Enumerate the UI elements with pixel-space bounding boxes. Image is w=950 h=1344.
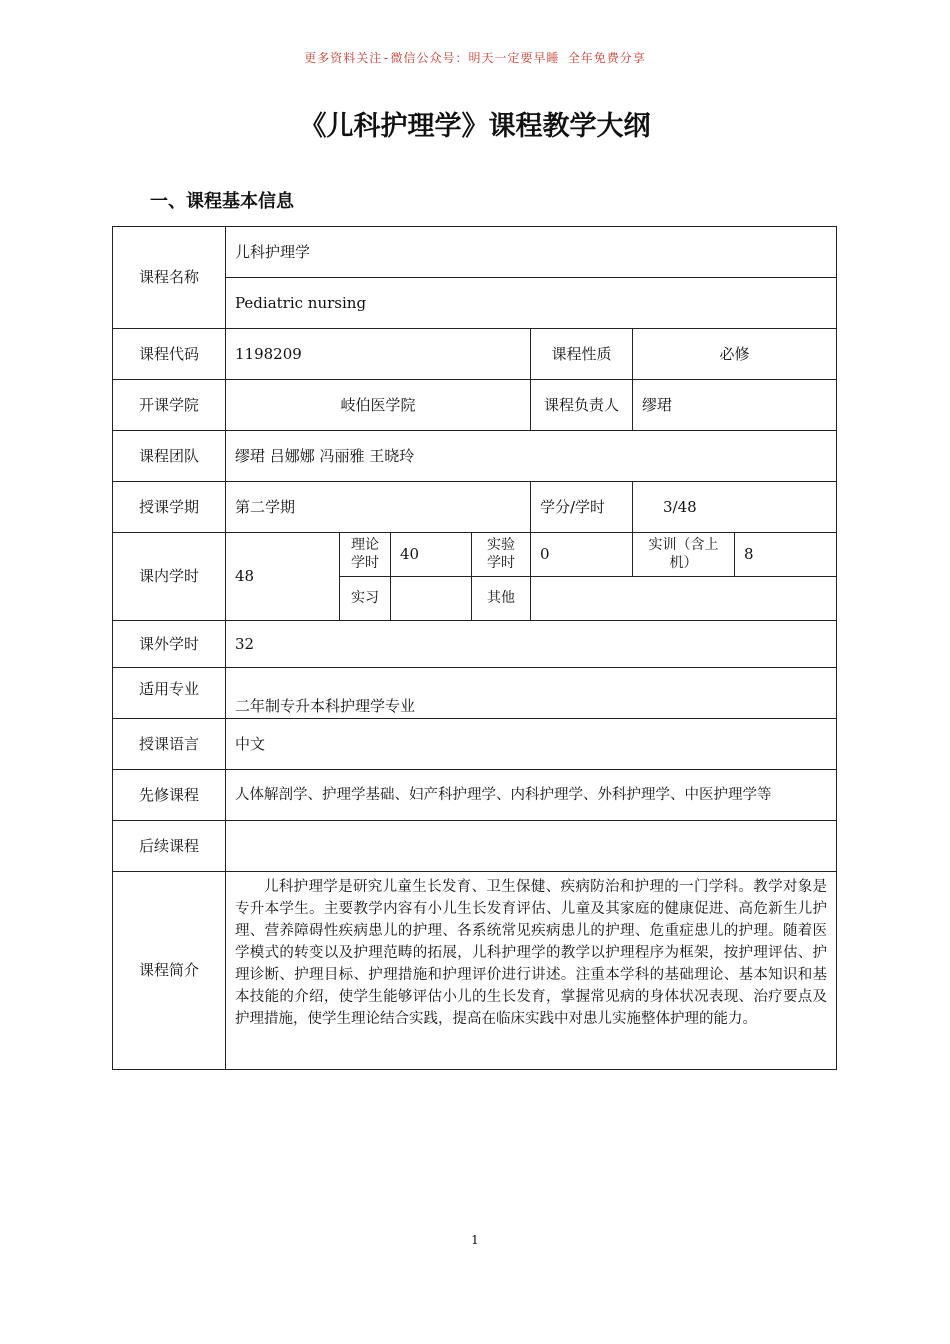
course-type-label: 课程性质 bbox=[531, 329, 633, 380]
course-code-label: 课程代码 bbox=[113, 329, 226, 380]
header-note: 更多资料关注-微信公众号：明天一定要早睡 全年免费分享 bbox=[304, 51, 646, 65]
internship-label: 实习 bbox=[340, 577, 391, 621]
major-label: 适用专业 bbox=[113, 668, 226, 719]
intro-label: 课程简介 bbox=[113, 872, 226, 1070]
semester-value: 第二学期 bbox=[226, 482, 531, 533]
theory-hours-value: 40 bbox=[391, 533, 472, 577]
table-row bbox=[113, 431, 837, 482]
major-value: 二年制专升本科护理学专业 bbox=[226, 668, 837, 719]
semester-label: 授课学期 bbox=[113, 482, 226, 533]
page-number: 1 bbox=[471, 1233, 479, 1247]
course-info-table bbox=[112, 226, 837, 1070]
leader-label: 课程负责人 bbox=[531, 380, 633, 431]
prerequisites-label: 先修课程 bbox=[113, 770, 226, 821]
college-value: 岐伯医学院 bbox=[226, 380, 531, 431]
course-code-value: 1198209 bbox=[226, 329, 531, 380]
training-hours-label: 实训（含上机） bbox=[633, 533, 735, 577]
other-value bbox=[531, 577, 837, 621]
table-row bbox=[113, 227, 837, 278]
table-row bbox=[113, 668, 837, 719]
credits-value: 3/48 bbox=[633, 482, 837, 533]
leader-value: 缪珺 bbox=[633, 380, 837, 431]
following-value bbox=[226, 821, 837, 872]
in-class-hours-value: 48 bbox=[226, 533, 340, 621]
language-label: 授课语言 bbox=[113, 719, 226, 770]
credits-label: 学分/学时 bbox=[531, 482, 633, 533]
training-hours-value: 8 bbox=[735, 533, 837, 577]
in-class-hours-label: 课内学时 bbox=[113, 533, 226, 621]
course-type-value: 必修 bbox=[633, 329, 837, 380]
table-row bbox=[113, 533, 837, 577]
intro-cell bbox=[226, 872, 837, 1070]
table-row bbox=[113, 621, 837, 668]
other-label: 其他 bbox=[472, 577, 531, 621]
prerequisites-value: 人体解剖学、护理学基础、妇产科护理学、内科护理学、外科护理学、中医护理学等 bbox=[226, 770, 837, 821]
experiment-hours-value: 0 bbox=[531, 533, 633, 577]
table-row bbox=[113, 380, 837, 431]
section-heading: 一、课程基本信息 bbox=[150, 191, 294, 212]
following-label: 后续课程 bbox=[113, 821, 226, 872]
table-row bbox=[113, 872, 837, 1070]
table-row bbox=[113, 770, 837, 821]
team-label: 课程团队 bbox=[113, 431, 226, 482]
language-value: 中文 bbox=[226, 719, 837, 770]
course-name-en: Pediatric nursing bbox=[226, 278, 837, 329]
table-row bbox=[113, 719, 837, 770]
college-label: 开课学院 bbox=[113, 380, 226, 431]
table-row bbox=[113, 821, 837, 872]
experiment-hours-label: 实验学时 bbox=[472, 533, 531, 577]
out-class-hours-label: 课外学时 bbox=[113, 621, 226, 668]
course-name-cn: 儿科护理学 bbox=[226, 227, 837, 278]
table-row bbox=[113, 329, 837, 380]
team-value: 缪珺 吕娜娜 冯丽雅 王晓玲 bbox=[226, 431, 837, 482]
intro-text: 儿科护理学是研究儿童生长发育、卫生保健、疾病防治和护理的一门学科。教学对象是专升本学生。主要教学内容有小儿生长发育评估、儿童及其家庭的健康促进、高危新生儿护理、营养障碍性疾病患儿的护理、各系统常见疾病患儿的护理、危重症患儿的护理。随着医学模式的转变以及护理范畴的拓展，儿科护理学的教学以护理程序为框架，按护理评估、护理诊断、护理目标、护理措施和护理评价进行讲述。注重本学科的基础理论、基本知识和基本技能的介绍，使学生能够评估小儿的生长发育，掌握常见病的身体状况表现、治疗要点及护理措施，使学生理论结合实践，提高在临床实践中对患儿实施整体护理的能力。 bbox=[235, 879, 828, 1027]
out-class-hours-value: 32 bbox=[226, 621, 837, 668]
internship-value bbox=[391, 577, 472, 621]
document-title: 《儿科护理学》课程教学大纲 bbox=[299, 111, 651, 142]
table-row bbox=[113, 482, 837, 533]
theory-hours-label: 理论学时 bbox=[340, 533, 391, 577]
course-name-label: 课程名称 bbox=[113, 227, 226, 329]
